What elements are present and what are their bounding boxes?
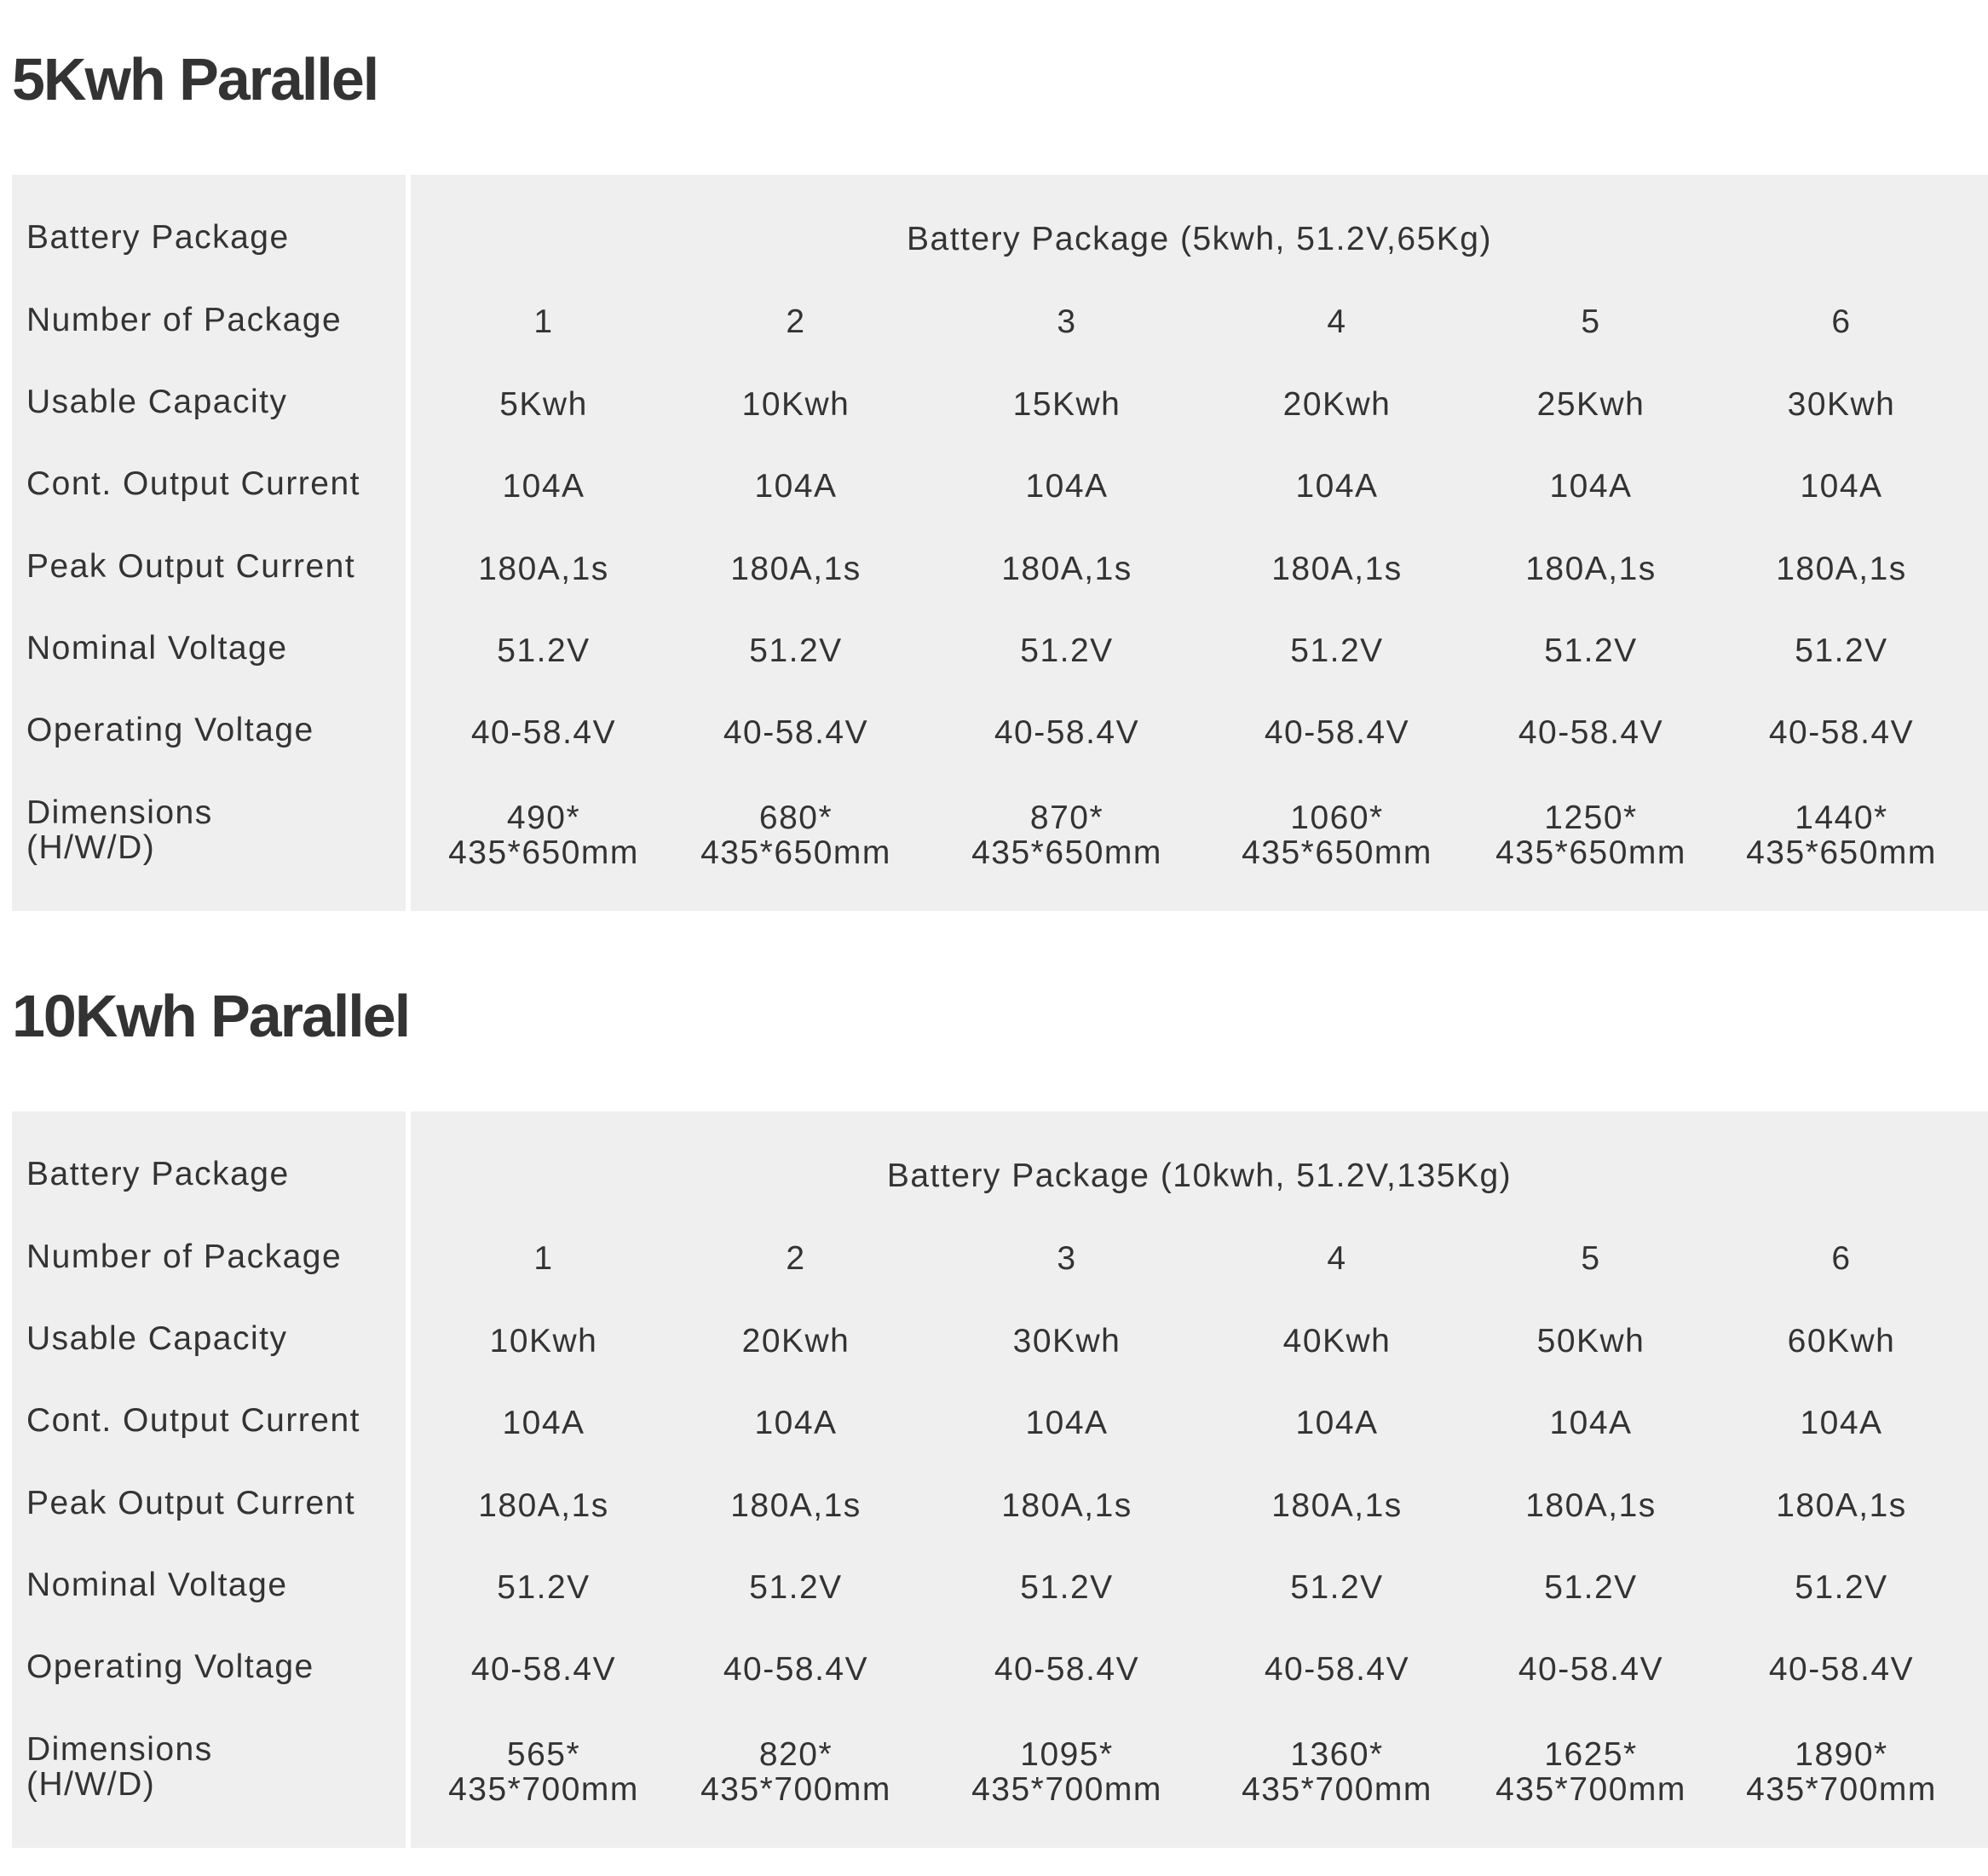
cell-nominal-voltage: 51.2V	[1020, 1569, 1114, 1606]
cell-number-of-package: 3	[1057, 1240, 1077, 1277]
row-label-peak-output-current: Peak Output Current	[26, 548, 356, 585]
section-title: 5Kwh Parallel	[12, 46, 378, 113]
cell-dimensions-width-depth: 435*700mm	[1242, 1771, 1432, 1808]
cell-number-of-package: 6	[1831, 1240, 1852, 1277]
cell-peak-output-current: 180A,1s	[1001, 1487, 1132, 1524]
cell-usable-capacity: 60Kwh	[1787, 1323, 1896, 1359]
cell-dimensions-height: 870*	[1029, 799, 1104, 836]
cell-usable-capacity: 40Kwh	[1282, 1323, 1392, 1359]
row-label-usable-capacity: Usable Capacity	[26, 384, 288, 420]
cell-peak-output-current: 180A,1s	[1271, 1487, 1403, 1524]
row-label-dimensions: Dimensions	[26, 794, 213, 831]
cell-nominal-voltage: 51.2V	[497, 632, 591, 669]
cell-peak-output-current: 180A,1s	[478, 1487, 609, 1524]
cell-dimensions-width-depth: 435*650mm	[1242, 834, 1432, 871]
cell-nominal-voltage: 51.2V	[1795, 1569, 1888, 1606]
cell-operating-voltage: 40-58.4V	[470, 1651, 617, 1688]
cell-peak-output-current: 180A,1s	[730, 551, 861, 587]
cell-cont-output-current: 104A	[754, 468, 838, 505]
spec-table	[12, 175, 1988, 911]
cell-peak-output-current: 180A,1s	[1001, 551, 1132, 587]
cell-operating-voltage: 40-58.4V	[1768, 714, 1915, 751]
cell-nominal-voltage: 51.2V	[1544, 1569, 1638, 1606]
cell-nominal-voltage: 51.2V	[1544, 632, 1638, 669]
row-label-cont-output-current: Cont. Output Current	[26, 1402, 361, 1439]
cell-peak-output-current: 180A,1s	[1776, 1487, 1907, 1524]
cell-operating-voltage: 40-58.4V	[1518, 1651, 1664, 1688]
cell-dimensions-height: 1625*	[1544, 1736, 1638, 1773]
cell-nominal-voltage: 51.2V	[497, 1569, 591, 1606]
row-label-battery-package: Battery Package	[26, 1156, 290, 1192]
row-label-operating-voltage: Operating Voltage	[26, 712, 314, 748]
cell-usable-capacity: 20Kwh	[1282, 386, 1392, 423]
cell-operating-voltage: 40-58.4V	[1264, 1651, 1410, 1688]
cell-operating-voltage: 40-58.4V	[1518, 714, 1664, 751]
cell-number-of-package: 4	[1327, 303, 1347, 340]
row-label-usable-capacity: Usable Capacity	[26, 1320, 288, 1357]
cell-operating-voltage: 40-58.4V	[994, 1651, 1140, 1688]
cell-dimensions-height: 1250*	[1544, 799, 1638, 836]
cell-usable-capacity: 25Kwh	[1536, 386, 1645, 423]
cell-operating-voltage: 40-58.4V	[1264, 714, 1410, 751]
cell-dimensions-width-depth: 435*650mm	[1746, 834, 1937, 871]
row-label-peak-output-current: Peak Output Current	[26, 1485, 356, 1521]
cell-dimensions-width-depth: 435*650mm	[448, 834, 639, 871]
cell-number-of-package: 1	[533, 303, 554, 340]
cell-nominal-voltage: 51.2V	[1290, 1569, 1384, 1606]
cell-dimensions-height: 820*	[758, 1736, 833, 1773]
cell-dimensions-width-depth: 435*650mm	[700, 834, 891, 871]
spec-table	[12, 1111, 1988, 1848]
cell-peak-output-current: 180A,1s	[1525, 1487, 1657, 1524]
cell-number-of-package: 4	[1327, 1240, 1347, 1277]
cell-cont-output-current: 104A	[502, 1405, 585, 1441]
cell-dimensions-height: 1440*	[1795, 799, 1888, 836]
cell-peak-output-current: 180A,1s	[730, 1487, 861, 1524]
cell-cont-output-current: 104A	[1549, 1405, 1633, 1441]
row-label-cont-output-current: Cont. Output Current	[26, 465, 361, 502]
cell-operating-voltage: 40-58.4V	[723, 1651, 869, 1688]
cell-peak-output-current: 180A,1s	[478, 551, 609, 587]
cell-cont-output-current: 104A	[502, 468, 585, 505]
battery-package-value: Battery Package (10kwh, 51.2V,135Kg)	[886, 1157, 1513, 1194]
cell-usable-capacity: 30Kwh	[1787, 386, 1896, 423]
cell-usable-capacity: 50Kwh	[1536, 1323, 1645, 1359]
row-label-battery-package: Battery Package	[26, 219, 290, 256]
cell-peak-output-current: 180A,1s	[1776, 551, 1907, 587]
row-label-nominal-voltage: Nominal Voltage	[26, 630, 288, 667]
cell-peak-output-current: 180A,1s	[1271, 551, 1403, 587]
cell-cont-output-current: 104A	[1025, 1405, 1109, 1441]
cell-usable-capacity: 30Kwh	[1012, 1323, 1121, 1359]
row-label-operating-voltage: Operating Voltage	[26, 1648, 314, 1685]
cell-usable-capacity: 20Kwh	[741, 1323, 850, 1359]
cell-cont-output-current: 104A	[1295, 468, 1379, 505]
cell-dimensions-width-depth: 435*700mm	[448, 1771, 639, 1808]
cell-dimensions-height: 1095*	[1020, 1736, 1114, 1773]
cell-number-of-package: 5	[1581, 1240, 1601, 1277]
cell-usable-capacity: 5Kwh	[499, 386, 588, 423]
cell-dimensions-width-depth: 435*700mm	[700, 1771, 891, 1808]
cell-cont-output-current: 104A	[1025, 468, 1109, 505]
cell-nominal-voltage: 51.2V	[1795, 632, 1888, 669]
cell-dimensions-width-depth: 435*650mm	[971, 834, 1162, 871]
row-label-nominal-voltage: Nominal Voltage	[26, 1567, 288, 1603]
cell-cont-output-current: 104A	[1295, 1405, 1379, 1441]
cell-dimensions-width-depth: 435*700mm	[971, 1771, 1162, 1808]
cell-nominal-voltage: 51.2V	[749, 632, 843, 669]
cell-cont-output-current: 104A	[754, 1405, 838, 1441]
cell-dimensions-width-depth: 435*700mm	[1746, 1771, 1937, 1808]
cell-operating-voltage: 40-58.4V	[470, 714, 617, 751]
cell-number-of-package: 1	[533, 1240, 554, 1277]
section-title: 10Kwh Parallel	[12, 983, 410, 1049]
cell-dimensions-width-depth: 435*700mm	[1495, 1771, 1686, 1808]
cell-dimensions-height: 680*	[758, 799, 833, 836]
cell-dimensions-height: 1060*	[1290, 799, 1384, 836]
row-label-number-of-package: Number of Package	[26, 1238, 343, 1275]
cell-number-of-package: 3	[1057, 303, 1077, 340]
cell-operating-voltage: 40-58.4V	[723, 714, 869, 751]
row-label-dimensions: Dimensions	[26, 1731, 213, 1768]
cell-usable-capacity: 10Kwh	[489, 1323, 598, 1359]
cell-number-of-package: 2	[786, 303, 806, 340]
cell-dimensions-height: 565*	[506, 1736, 581, 1773]
cell-dimensions-height: 490*	[506, 799, 581, 836]
row-label-dimensions-unit: (H/W/D)	[26, 1766, 156, 1803]
cell-cont-output-current: 104A	[1800, 468, 1883, 505]
row-label-number-of-package: Number of Package	[26, 302, 343, 338]
cell-number-of-package: 6	[1831, 303, 1852, 340]
cell-dimensions-height: 1890*	[1795, 1736, 1888, 1773]
cell-nominal-voltage: 51.2V	[1020, 632, 1114, 669]
row-label-dimensions-unit: (H/W/D)	[26, 829, 156, 866]
cell-usable-capacity: 15Kwh	[1012, 386, 1121, 423]
cell-nominal-voltage: 51.2V	[1290, 632, 1384, 669]
cell-number-of-package: 2	[786, 1240, 806, 1277]
cell-number-of-package: 5	[1581, 303, 1601, 340]
cell-operating-voltage: 40-58.4V	[1768, 1651, 1915, 1688]
cell-dimensions-height: 1360*	[1290, 1736, 1384, 1773]
cell-cont-output-current: 104A	[1800, 1405, 1883, 1441]
cell-dimensions-width-depth: 435*650mm	[1495, 834, 1686, 871]
cell-operating-voltage: 40-58.4V	[994, 714, 1140, 751]
battery-package-value: Battery Package (5kwh, 51.2V,65Kg)	[907, 221, 1492, 257]
cell-usable-capacity: 10Kwh	[741, 386, 850, 423]
cell-cont-output-current: 104A	[1549, 468, 1633, 505]
cell-nominal-voltage: 51.2V	[749, 1569, 843, 1606]
cell-peak-output-current: 180A,1s	[1525, 551, 1657, 587]
